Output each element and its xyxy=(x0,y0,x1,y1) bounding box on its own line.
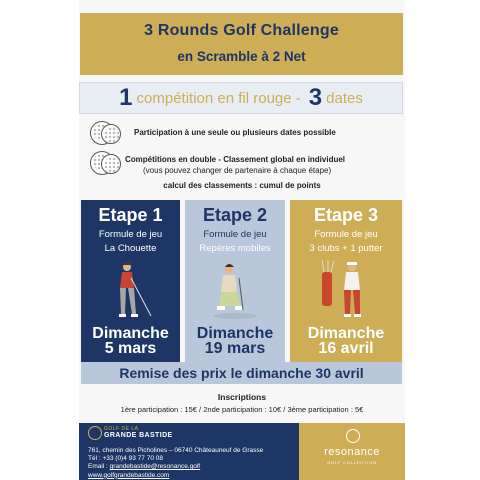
golf-balls-icon xyxy=(101,124,121,144)
rouge-text-1: compétition en fil rouge - xyxy=(136,89,301,107)
rouge-num-1: 1 xyxy=(119,84,133,111)
golfer-illustration xyxy=(185,258,285,322)
golfer-illustration xyxy=(290,258,402,322)
stage-value: 3 clubs + 1 putter xyxy=(309,243,383,254)
golf-balls-icon xyxy=(101,154,121,174)
email-label: Email : xyxy=(88,463,110,471)
calc-note: calcul des classements : cumul de points xyxy=(163,181,321,190)
inscriptions-prices: 1ère participation : 15€ / 2nde participation : 10€ / 3ème participation : 5€ xyxy=(120,405,364,414)
footer-brand xyxy=(299,423,405,480)
remise-banner: Remise des prix le dimanche 30 avril xyxy=(81,362,402,384)
brand-sub: GOLF COLLECTION xyxy=(327,460,377,465)
stage-date xyxy=(290,326,402,356)
footer-contact xyxy=(79,423,299,480)
bastide-logo-icon xyxy=(88,426,102,440)
stage-date xyxy=(81,326,180,356)
website-link[interactable]: www.golfgrandebastide.com xyxy=(88,471,170,479)
brand-name: resonance xyxy=(324,446,380,458)
stage-title: Etape 2 xyxy=(202,205,268,225)
stage-title: Etape 3 xyxy=(313,205,379,225)
stage-date xyxy=(185,326,285,356)
stage-date-value: 16 avril xyxy=(318,340,374,357)
logo-small-text: GOLF DE LA xyxy=(104,426,139,432)
address-block xyxy=(88,447,263,480)
rouge-text-2: dates xyxy=(326,89,363,107)
stage-card-2 xyxy=(185,200,285,362)
stage-formule: Formule de jeu xyxy=(314,229,378,240)
email-line xyxy=(88,463,263,471)
stage-formule: Formule de jeu xyxy=(98,229,163,240)
stage-value: Repères mobiles xyxy=(199,243,271,254)
rouge-banner xyxy=(79,82,403,114)
inscriptions-title: Inscriptions xyxy=(217,392,267,402)
poster xyxy=(79,0,405,480)
stage-value: La Chouette xyxy=(104,243,157,254)
title-main: 3 Rounds Golf Challenge xyxy=(144,22,339,39)
stage-date-day: Dimanche xyxy=(92,325,169,342)
info-doubles-note: (vous pouvez changer de partenaire à chaque étape) xyxy=(143,166,332,175)
email-link[interactable]: grandebastide@resonance.golf xyxy=(109,463,201,471)
stage-date-value: 5 mars xyxy=(104,340,157,357)
stage-card-3 xyxy=(290,200,402,362)
golfer-illustration xyxy=(81,258,180,322)
stage-date-day: Dimanche xyxy=(196,325,274,342)
stage-card-1 xyxy=(81,200,180,362)
stage-title: Etape 1 xyxy=(98,205,163,225)
resonance-logo-icon xyxy=(346,429,360,443)
logo-big-text: GRANDE BASTIDE xyxy=(104,432,173,439)
phone-line: Tél : +33 (0)4 93 77 70 08 xyxy=(88,455,163,463)
info-doubles: Compétitions en double - Classement global en individuel xyxy=(125,155,346,164)
address-line: 761, chemin des Picholines – 06740 Châteauneuf de Grasse xyxy=(88,447,264,454)
stage-formule: Formule de jeu xyxy=(203,229,267,240)
title-banner xyxy=(80,13,403,75)
stage-date-value: 19 mars xyxy=(204,340,266,357)
info-participation: Participation à une seule ou plusieurs dates possible xyxy=(134,128,336,137)
rouge-num-2: 3 xyxy=(308,84,323,111)
title-sub: en Scramble à 2 Net xyxy=(177,49,306,64)
stage-date-day: Dimanche xyxy=(307,325,385,342)
